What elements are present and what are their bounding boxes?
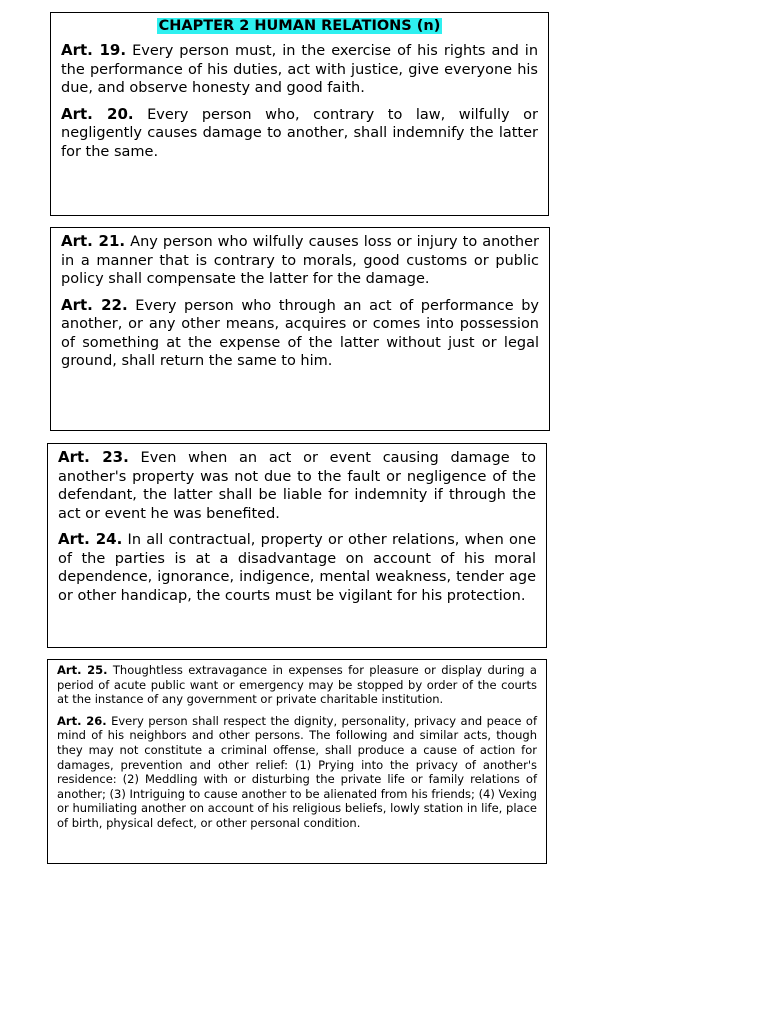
- article-19: [61, 41, 538, 98]
- article-box-2: [50, 227, 550, 431]
- article-box-3: [47, 443, 547, 648]
- article-20: [61, 105, 538, 162]
- article-label: Art. 25.: [57, 663, 108, 677]
- article-label: Art. 24.: [58, 530, 123, 548]
- chapter-title: CHAPTER 2 HUMAN RELATIONS (n): [158, 18, 441, 34]
- article-box-4: [47, 659, 547, 864]
- article-26: [57, 714, 537, 831]
- article-text: Every person who through an act of performance by another, or any other means, acquires or comes into possession of something at the expense of the latter without just or legal ground, shall return the same to him.: [61, 297, 539, 369]
- article-label: Art. 19.: [61, 41, 127, 59]
- article-25: [57, 663, 537, 707]
- article-label: Art. 20.: [61, 104, 134, 123]
- article-text: Every person must, in the exercise of his rights and in the performance of his duties, act with justice, give everyone his due, and observe honesty and good faith.: [61, 43, 539, 96]
- article-text: Any person who wilfully causes loss or injury to another in a manner that is contrary to morals, good customs or public policy shall compensate the latter for the damage.: [61, 234, 539, 287]
- article-21: [61, 232, 539, 289]
- article-text: Every person shall respect the dignity, personality, privacy and peace of mind of his neighbors and other persons. The following and similar acts, though they may not constitute a criminal offense, shall produce a cause of action for damages, prevention and other relief: (1) Prying into the privacy of another's residence: (2) Meddling with or disturbing the private life or family relations of another; (3) Intriguing to cause another to be alienated from his friends; (4) Vexing or humiliating another on account of his religious beliefs, lowly station in life, place of birth, physical defect, or other personal condition.: [57, 713, 537, 830]
- article-text: Thoughtless extravagance in expenses for pleasure or display during a period of acute public want or emergency may be stopped by order of the courts at the instance of any government or private charitable institution.: [57, 663, 537, 707]
- article-label: Art. 26.: [57, 713, 107, 728]
- article-22: [61, 296, 539, 371]
- chapter-title-row: [61, 16, 538, 35]
- article-label: Art. 23.: [58, 448, 129, 466]
- article-label: Art. 22.: [61, 295, 128, 314]
- article-text: Every person who, contrary to law, wilfully or negligently causes damage to another, shall indemnify the latter for the same.: [61, 106, 538, 160]
- article-text: Even when an act or event causing damage to another's property was not due to the fault or negligence of the defendant, the latter shall be liable for indemnity if through the act or event he was benefited.: [58, 450, 536, 522]
- article-label: Art. 21.: [61, 232, 126, 250]
- article-23: [58, 448, 536, 523]
- article-24: [58, 530, 536, 605]
- article-box-1: [50, 12, 549, 216]
- article-text: In all contractual, property or other relations, when one of the parties is at a disadvantage on account of his moral dependence, ignorance, indigence, mental weakness, tender age or other handicap, the courts must be vigilant for his protection.: [58, 532, 536, 604]
